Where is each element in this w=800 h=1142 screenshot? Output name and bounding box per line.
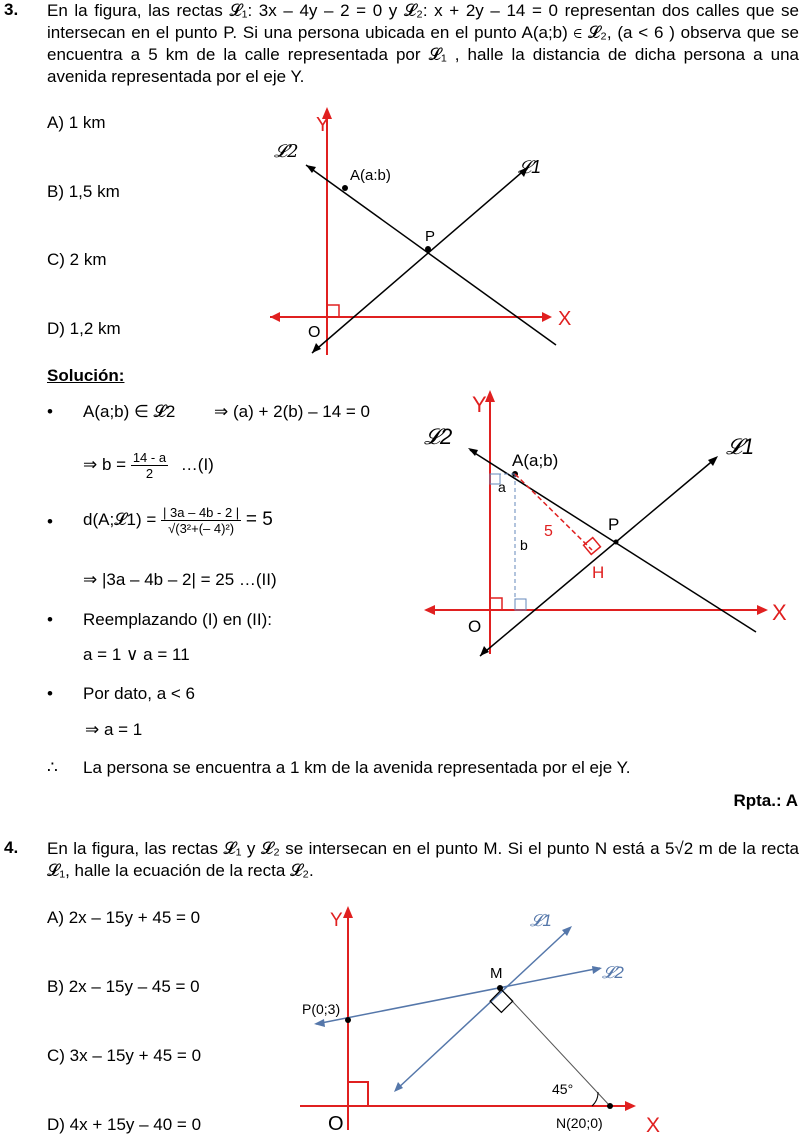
bullet-icon: •	[47, 684, 53, 703]
fig4-y-label: Y	[330, 910, 343, 931]
fig3-y-label: Y	[316, 114, 330, 136]
sol-fig-x-label: X	[772, 600, 787, 625]
fig4-m-label: M	[490, 965, 503, 982]
sol-fig-l1-label: 𝓛1	[726, 434, 755, 459]
sol-fig-five-label: 5	[544, 523, 553, 540]
solution-line-4: ⇒ |3a – 4b – 2| = 25 …(II)	[83, 570, 277, 589]
line2-denominator: 2	[145, 466, 154, 481]
problem-4-number: 4.	[4, 838, 19, 857]
sol-fig-h-label: H	[592, 563, 605, 582]
sol-fig-a-small-label: a	[498, 479, 506, 495]
bullet-icon: •	[47, 512, 53, 531]
line3-suffix: = 5	[245, 508, 273, 530]
solution-title: Solución:	[47, 366, 125, 385]
solution-line-2	[83, 450, 214, 481]
sol-fig-a-label: A(a;b)	[512, 451, 559, 470]
fig4-l1-label: 𝓛1	[530, 911, 552, 930]
fig4-p-label: P(0;3)	[302, 1001, 341, 1017]
fig4-x-label: X	[646, 1114, 661, 1137]
solution-figure	[420, 382, 800, 662]
therefore-icon: ∴	[47, 758, 58, 777]
problem-3-statement: En la figura, las rectas 𝓛₁: 3x – 4y – 2 = 0 y 𝓛₂: x + 2y – 14 = 0 representan dos calles que se intersecan en el punto P. Si una persona ubicada en el punto A(a;b) ∈ 𝓛₂, (a < 6 ) observa que se encuentra a 5 km de la calle representada por 𝓛₁ , halle la distancia de dicha persona a una avenida representada por el eje Y.	[47, 1, 799, 86]
problem-4-statement: En la figura, las rectas 𝓛₁ y 𝓛₂ se intersecan en el punto M. Si el punto N está a 5√2 m de la recta 𝓛₁, halle la ecuación de la recta 𝓛₂.	[47, 839, 799, 880]
solution-line-1-left: A(a;b) ∈ 𝓛2	[83, 402, 176, 421]
fig3-p-label: P	[425, 228, 436, 245]
fig3-l1-label: 𝓛1	[518, 157, 542, 177]
sol-fig-p-label: P	[608, 515, 620, 534]
line3-numerator: | 3a – 4b - 2 |	[163, 505, 240, 520]
fig3-a-label: A(a:b)	[350, 167, 391, 184]
fig4-n-label: N(20;0)	[556, 1115, 603, 1131]
problem-3-figure	[260, 105, 580, 365]
problem-3-option-a[interactable]: A) 1 km	[47, 113, 106, 132]
solution-line-3	[83, 505, 273, 536]
solution-conclusion: La persona se encuentra a 1 km de la avenida representada por el eje Y.	[83, 758, 631, 777]
line3-denominator: √(3²+(– 4)²)	[168, 521, 235, 536]
problem-3-option-b[interactable]: B) 1,5 km	[47, 182, 120, 201]
solution-line-1-right: ⇒ (a) + 2(b) – 14 = 0	[214, 402, 370, 421]
solution-line-8: ⇒ a = 1	[85, 720, 143, 739]
sol-fig-y-label: Y	[472, 392, 487, 417]
problem-4-option-b[interactable]: B) 2x – 15y – 45 = 0	[47, 977, 200, 996]
line2-numerator: 14 - a	[132, 450, 167, 465]
line2-fraction	[131, 450, 168, 481]
answer-label: Rpta.: A	[733, 791, 798, 810]
problem-4-option-d[interactable]: D) 4x + 15y – 40 = 0	[47, 1115, 202, 1134]
solution-line-6: a = 1 ∨ a = 11	[83, 645, 190, 664]
sol-fig-l2-label: 𝓛2	[424, 424, 453, 449]
line3-prefix: d(A;𝓛1) =	[83, 509, 157, 529]
solution-line-7: Por dato, a < 6	[83, 684, 195, 703]
sol-fig-b-small-label: b	[520, 537, 528, 553]
bullet-icon: •	[47, 402, 53, 421]
problem-3-option-c[interactable]: C) 2 km	[47, 250, 107, 269]
solution-line-5: Reemplazando (I) en (II):	[83, 610, 272, 629]
bullet-icon: •	[47, 610, 53, 629]
fig4-l2-label: 𝓛2	[602, 963, 624, 982]
fig4-angle-label: 45°	[552, 1081, 574, 1097]
fig3-o-label: O	[308, 324, 321, 341]
line3-fraction	[161, 505, 241, 536]
line2-prefix: ⇒ b =	[83, 454, 127, 474]
fig3-l2-label: 𝓛2	[274, 141, 299, 162]
problem-4-option-a[interactable]: A) 2x – 15y + 45 = 0	[47, 908, 201, 927]
fig4-o-label: O	[328, 1113, 344, 1135]
problem-3-option-d[interactable]: D) 1,2 km	[47, 319, 121, 338]
problem-4-option-c[interactable]: C) 3x – 15y + 45 = 0	[47, 1046, 202, 1065]
problem-3-number: 3.	[4, 0, 19, 19]
problem-4-figure	[290, 898, 670, 1138]
line2-suffix: …(I)	[180, 454, 214, 474]
fig3-x-label: X	[558, 308, 572, 330]
sol-fig-o-label: O	[468, 617, 482, 636]
